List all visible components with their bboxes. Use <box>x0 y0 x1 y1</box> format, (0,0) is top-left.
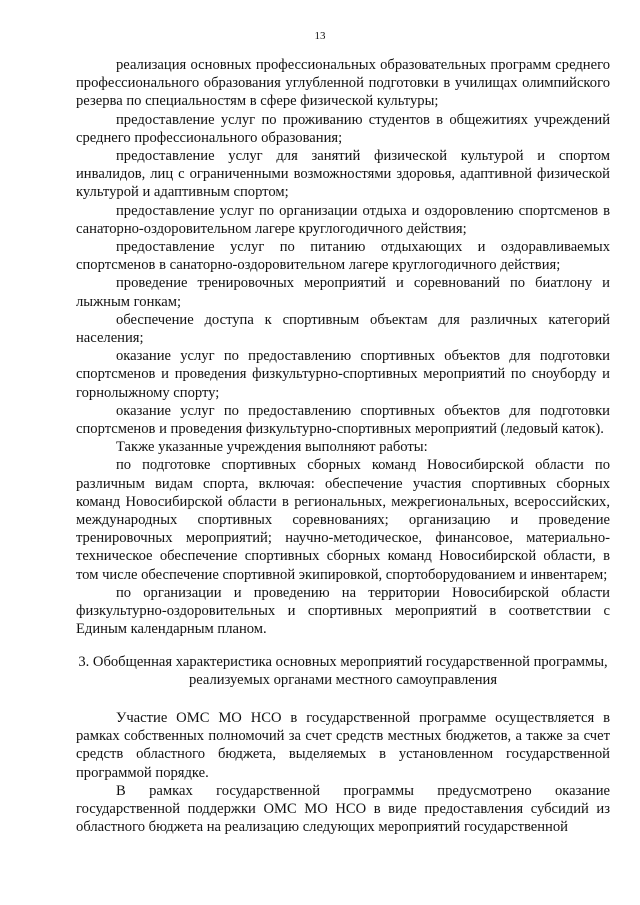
paragraph: предоставление услуг по проживанию студентов в общежитиях учреждений среднего профессионального образования; <box>76 111 610 146</box>
section-heading: 3. Обобщенная характеристика основных мероприятий государственной программы, реализуемых органами местного самоуправления <box>78 653 608 688</box>
paragraph: предоставление услуг по питанию отдыхающих и оздоравливаемых спортсменов в санаторно-оздоровительном лагере круглогодичного действия; <box>76 239 610 274</box>
paragraph: по организации и проведению на территории Новосибирской области физкультурно-оздоровительных и спортивных мероприятий в соответствии с Единым календарным планом. <box>76 584 610 638</box>
document-body <box>76 56 610 836</box>
paragraph: реализация основных профессиональных образовательных программ среднего профессионального образования углубленной подготовки в училищах олимпийского резерва по специальностям в сфере физической культуры; <box>76 57 610 110</box>
paragraph: предоставление услуг по организации отдыха и оздоровлению спортсменов в санаторно-оздоровительном лагере круглогодичного действия; <box>76 202 610 237</box>
paragraph: оказание услуг по предоставлению спортивных объектов для подготовки спортсменов и проведения физкультурно-спортивных мероприятий по сноуборду и горнолыжному спорту; <box>76 348 610 401</box>
paragraph: обеспечение доступа к спортивным объектам для различных категорий населения; <box>76 311 610 347</box>
paragraph: по подготовке спортивных сборных команд Новосибирской области по различным видам спорта, включая: обеспечение участия спортивных сборных команд Новосибирской области в региональных, межрегиональных, всероссийских, международных спортивных соревнованиях; организацию и проведение тренировочных мероприятий; научно-методическое, финансовое, материально-техническое обеспечение спортивных сборных команд Новосибирской области, в том числе обеспечение спортивной экипировкой, спортоборудованием и инвентарем; <box>76 457 610 583</box>
paragraph: предоставление услуг для занятий физической культурой и спортом инвалидов, лиц с ограниченными возможностями здоровья, адаптивной физической культурой и адаптивным спортом; <box>76 148 610 201</box>
paragraph: проведение тренировочных мероприятий и соревнований по биатлону и лыжным гонкам; <box>76 275 610 310</box>
page-number: 13 <box>314 30 326 42</box>
paragraph: Также указанные учреждения выполняют работы: <box>116 439 428 456</box>
paragraph: Участие ОМС МО НСО в государственной программе осуществляется в рамках собственных полномочий за счет средств местных бюджетов, а также за счет средств областного бюджета, выделяемых в установленном государственной программой порядке. <box>76 709 610 781</box>
paragraph: оказание услуг по предоставлению спортивных объектов для подготовки спортсменов и проведения физкультурно-спортивных мероприятий (ледовый каток). <box>76 402 610 438</box>
paragraph: В рамках государственной программы предусмотрено оказание государственной поддержки ОМС МО НСО в виде предоставления субсидий из областного бюджета на реализацию следующих мероприятий государственной <box>76 782 610 836</box>
